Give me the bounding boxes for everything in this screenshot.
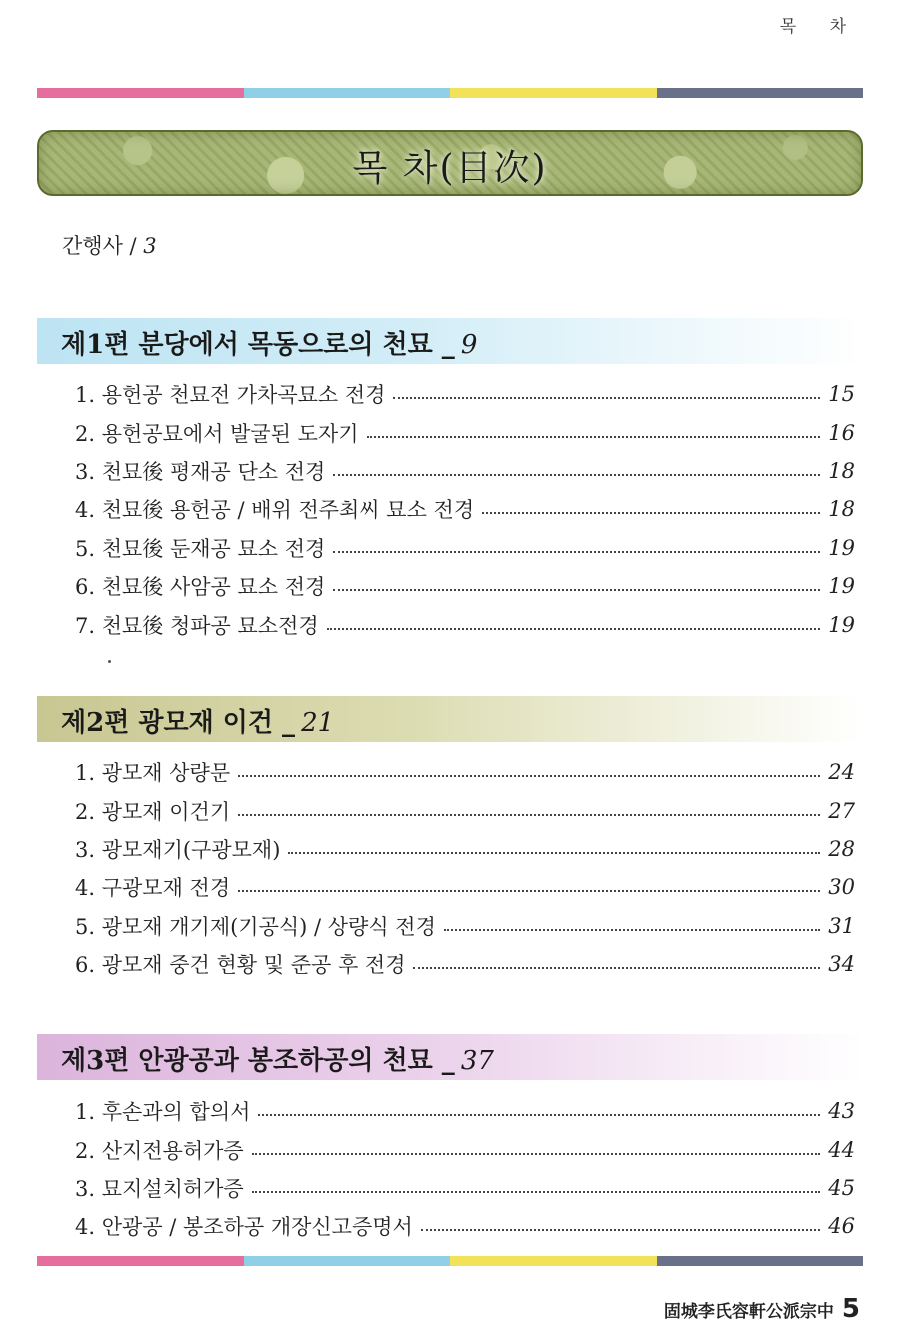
section-2-page: 21 — [301, 708, 335, 738]
preface-entry[interactable] — [62, 230, 157, 260]
toc-item[interactable]: 1. 후손과의 합의서 43 — [75, 1099, 855, 1125]
toc-item[interactable]: 1. 용헌공 천묘전 가차곡묘소 전경 15 — [75, 382, 855, 408]
toc-item[interactable]: 3. 광모재기(구광모재) 28 — [75, 836, 855, 862]
toc-item[interactable]: 6. 천묘後 사암공 묘소 전경 19 — [75, 574, 855, 600]
toc-item[interactable]: 7. 천묘後 청파공 묘소전경 19 — [75, 612, 855, 638]
section-1-title: 제1편 분당에서 목동으로의 천묘 _ 9 — [61, 330, 478, 360]
section-2-list — [75, 753, 855, 983]
toc-item[interactable]: 4. 안광공 / 봉조하공 개장신고증명서 46 — [75, 1214, 855, 1240]
toc-item[interactable]: 2. 광모재 이건기 27 — [75, 798, 855, 824]
toc-item[interactable]: 4. 구광모재 전경 30 — [75, 875, 855, 901]
toc-item[interactable]: 6. 광모재 중건 현황 및 준공 후 전경 34 — [75, 952, 855, 978]
toc-item[interactable]: 3. 천묘後 평재공 단소 전경 18 — [75, 458, 855, 484]
section-3-page: 37 — [460, 1046, 494, 1076]
top-color-stripe — [37, 88, 863, 98]
toc-item[interactable]: 3. 묘지설치허가증 45 — [75, 1175, 855, 1201]
stray-dot — [108, 660, 111, 663]
section-3-title: 제3편 안광공과 봉조하공의 천묘 _ 37 — [61, 1046, 494, 1076]
section-1-page: 9 — [460, 330, 478, 360]
toc-item[interactable]: 2. 용헌공묘에서 발굴된 도자기 16 — [75, 420, 855, 446]
toc-item[interactable]: 5. 천묘後 둔재공 묘소 전경 19 — [75, 535, 855, 561]
page-footer — [664, 1294, 860, 1324]
page-title: 목 차(目次) — [352, 148, 548, 189]
toc-item[interactable]: 1. 광모재 상량문 24 — [75, 760, 855, 786]
section-2-header — [37, 696, 863, 742]
section-1-header — [37, 318, 863, 364]
section-3-list — [75, 1092, 855, 1246]
title-banner — [37, 130, 863, 196]
toc-item[interactable]: 2. 산지전용허가증 44 — [75, 1137, 855, 1163]
preface-label: 간행사 / — [62, 234, 137, 258]
footer-clan-name: 固城李氏容軒公派宗中 — [663, 1302, 834, 1322]
section-2-title: 제2편 광모재 이건 _ 21 — [61, 708, 335, 738]
section-1-list — [75, 375, 855, 644]
toc-item[interactable]: 4. 천묘後 용헌공 / 배위 전주최씨 묘소 전경 18 — [75, 497, 855, 523]
footer-page-number: 5 — [841, 1294, 860, 1324]
preface-page: 3 — [143, 234, 157, 258]
header-label: 목 차 — [779, 17, 860, 37]
section-3-header — [37, 1034, 863, 1080]
bottom-color-stripe — [37, 1256, 863, 1266]
toc-item[interactable]: 5. 광모재 개기제(기공식) / 상량식 전경 31 — [75, 913, 855, 939]
